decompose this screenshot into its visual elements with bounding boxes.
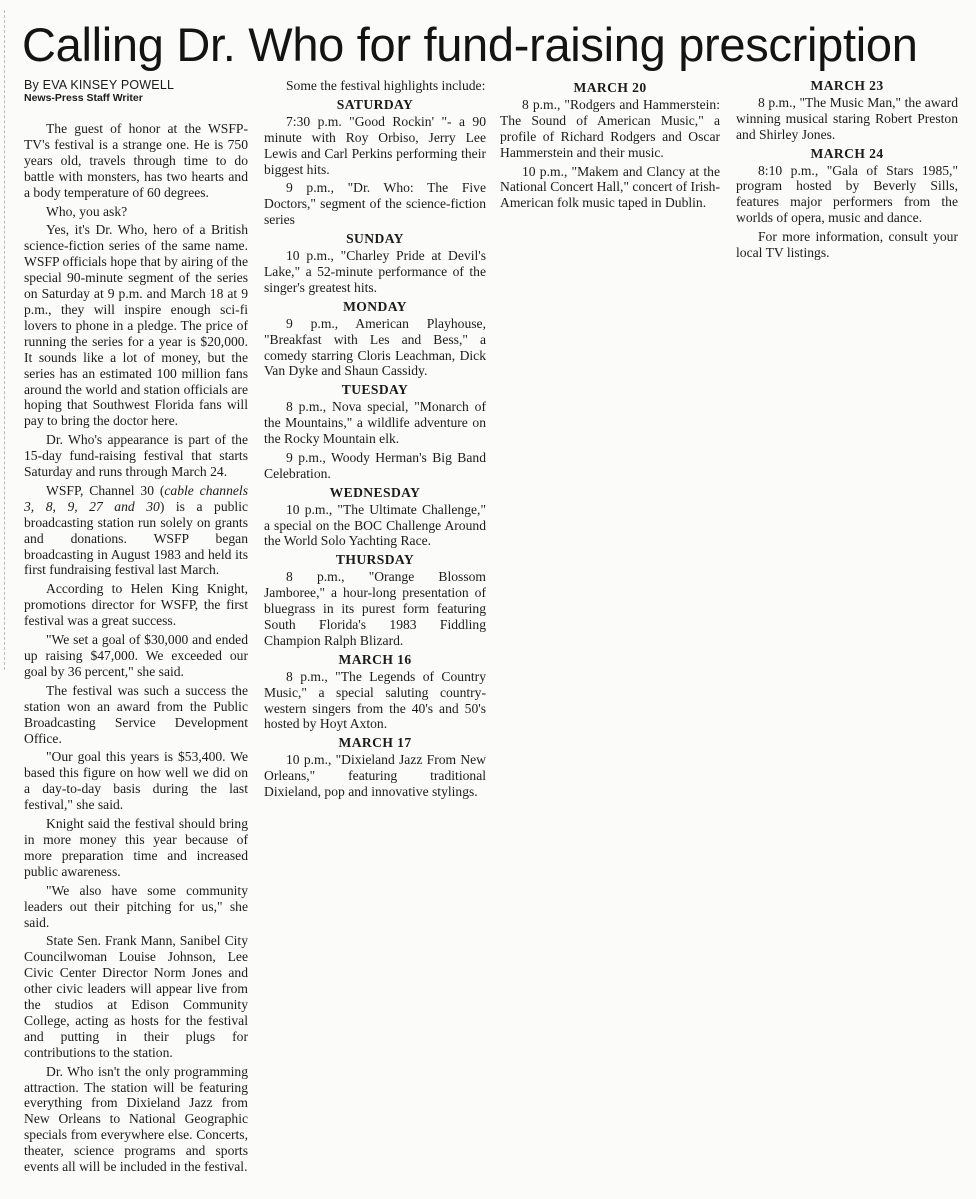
paragraph: "We set a goal of $30,000 and ended up raising $47,000. We exceeded our goal by 36 percent," she said. — [24, 632, 248, 679]
schedule-day-heading: MARCH 17 — [338, 735, 412, 751]
column-3 — [500, 78, 720, 214]
schedule-item: 8 p.m., "The Legends of Country Music," a special saluting country-western singers from the 40's and 50's hosted by Hoyt Axton. — [264, 668, 486, 732]
schedule-item: 10 p.m., "Dixieland Jazz From New Orleans," featuring traditional Dixieland, pop and innovative stylings. — [264, 752, 486, 800]
schedule-day-heading: MARCH 20 — [573, 80, 647, 95]
column-1 — [24, 78, 248, 1178]
staff-title: News-Press Staff Writer — [24, 92, 143, 104]
text-run: ) is a public broadcasting station run solely on grants and donations. WSFP began broadcasting in August 1983 and held its first fundraising festival last March. — [24, 498, 248, 578]
byline: By EVA KINSEY POWELL — [24, 78, 175, 92]
schedule-item: 9 p.m., American Playhouse, "Breakfast with Les and Bess," a comedy starring Cloris Leachman, Dick Van Dyke and Shaun Cassidy. — [264, 315, 486, 379]
schedule-day-heading: SATURDAY — [336, 96, 414, 112]
schedule-day-heading: MARCH 23 — [810, 78, 884, 93]
paragraph: Dr. Who isn't the only programming attraction. The station will be featuring everything from Dixieland Jazz from New Orleans to National Geographic specials from everywhere else. Concerts, theater, science programs and sports events all will be included in the festival. — [24, 1063, 248, 1175]
clipping-edge — [4, 10, 5, 670]
text-run-italic: cable channels 3, 8, 9, 27 and 30 — [24, 482, 248, 514]
schedule-day-heading: MONDAY — [343, 298, 407, 314]
closing-paragraph: For more information, consult your local TV listings. — [736, 229, 958, 261]
schedule-item: 8 p.m., "Orange Blossom Jamboree," a hour-long presentation of bluegrass in its purest form featuring South Florida's 1983 Fiddling Champion Ralph Blizard. — [264, 569, 486, 648]
headline: Calling Dr. Who for fund-raising prescription — [22, 18, 918, 71]
schedule-day-heading: MARCH 24 — [810, 145, 884, 161]
paragraph: Dr. Who's appearance is part of the 15-day fund-raising festival that starts Saturday and runs through March 24. — [24, 432, 248, 480]
paragraph — [24, 483, 248, 578]
schedule-day-heading: WEDNESDAY — [329, 484, 421, 500]
paragraph: Yes, it's Dr. Who, hero of a British science-fiction series of the same name. WSFP officials hope that by airing of the special 90-minute segment of the series on Saturday at 9 p.m. and March 18 at 9 p.m., they will inspire enough sci-fi lovers to phone in a pledge. The price of running the series for a year is $20,000. It sounds like a lot of money, but the series has an estimated 100 million fans around the world and station officials are hoping that Southwest Florida fans will pay to bring the doctor here. — [24, 222, 248, 429]
schedule-day-heading: SUNDAY — [346, 231, 404, 247]
schedule-item: 9 p.m., "Dr. Who: The Five Doctors," segment of the science-fiction series — [264, 180, 486, 228]
paragraph: State Sen. Frank Mann, Sanibel City Councilwoman Louise Johnson, Lee Civic Center Director Norm Jones and other civic leaders will appear live from the studios at Edison Community College, acting as hosts for the festival and putting in their plugs for contributions to the station. — [24, 933, 248, 1060]
text-run: WSFP, Channel 30 ( — [46, 482, 165, 498]
column-2 — [264, 78, 486, 803]
schedule-item: 7:30 p.m. "Good Rockin' "- a 90 minute with Roy Orbiso, Jerry Lee Lewis and Carl Perkins performing their biggest hits. — [264, 113, 486, 177]
paragraph: According to Helen King Knight, promotions director for WSFP, the first festival was a great success. — [24, 581, 248, 629]
schedule-item: 10 p.m., "Charley Pride at Devil's Lake," a 52-minute performance of the singer's greatest hits. — [264, 248, 486, 295]
paragraph: Some the festival highlights include: — [286, 78, 486, 93]
paragraph: "Our goal this years is $53,400. We based this figure on how well we did on a day-to-day basis during the last festival," she said. — [24, 749, 248, 813]
column-4 — [736, 78, 958, 264]
schedule-day-heading: THURSDAY — [335, 552, 415, 568]
schedule-day-heading: TUESDAY — [341, 382, 409, 398]
schedule-day-heading: MARCH 16 — [338, 651, 412, 667]
paragraph: Knight said the festival should bring in more money this year because of more preparation time and increased public awareness. — [24, 816, 248, 879]
paragraph: Who, you ask? — [46, 203, 128, 219]
schedule-item: 8:10 p.m., "Gala of Stars 1985," program hosted by Beverly Sills, features major performers from the worlds of opera, music and dance. — [736, 162, 958, 226]
schedule-item: 8 p.m., "Rodgers and Hammerstein: The Sound of American Music," a profile of Richard Rodgers and Oscar Hammerstein and their music. — [500, 96, 720, 160]
paragraph: The guest of honor at the WSFP-TV's festival is a strange one. He is 750 years old, travels through time to do battle with monsters, has two hearts and a body temperature of 60 degrees. — [24, 121, 248, 200]
paragraph: "We also have some community leaders out their pitching for us," she said. — [24, 882, 248, 930]
schedule-item: 10 p.m., "The Ultimate Challenge," a special on the BOC Challenge Around the World Solo Yachting Race. — [264, 501, 486, 549]
schedule-item: 9 p.m., Woody Herman's Big Band Celebration. — [264, 449, 486, 481]
paragraph: The festival was such a success the station won an award from the Public Broadcasting Service Development Office. — [24, 682, 248, 746]
schedule-item: 10 p.m., "Makem and Clancy at the National Concert Hall," concert of Irish- American folk music taped in Dublin. — [500, 163, 720, 211]
schedule-item: 8 p.m., "The Music Man," the award winning musical staring Robert Preston and Shirley Jones. — [736, 94, 958, 142]
schedule-item: 8 p.m., Nova special, "Monarch of the Mountains," a wildlife adventure on the Rocky Mountain elk. — [264, 399, 486, 447]
